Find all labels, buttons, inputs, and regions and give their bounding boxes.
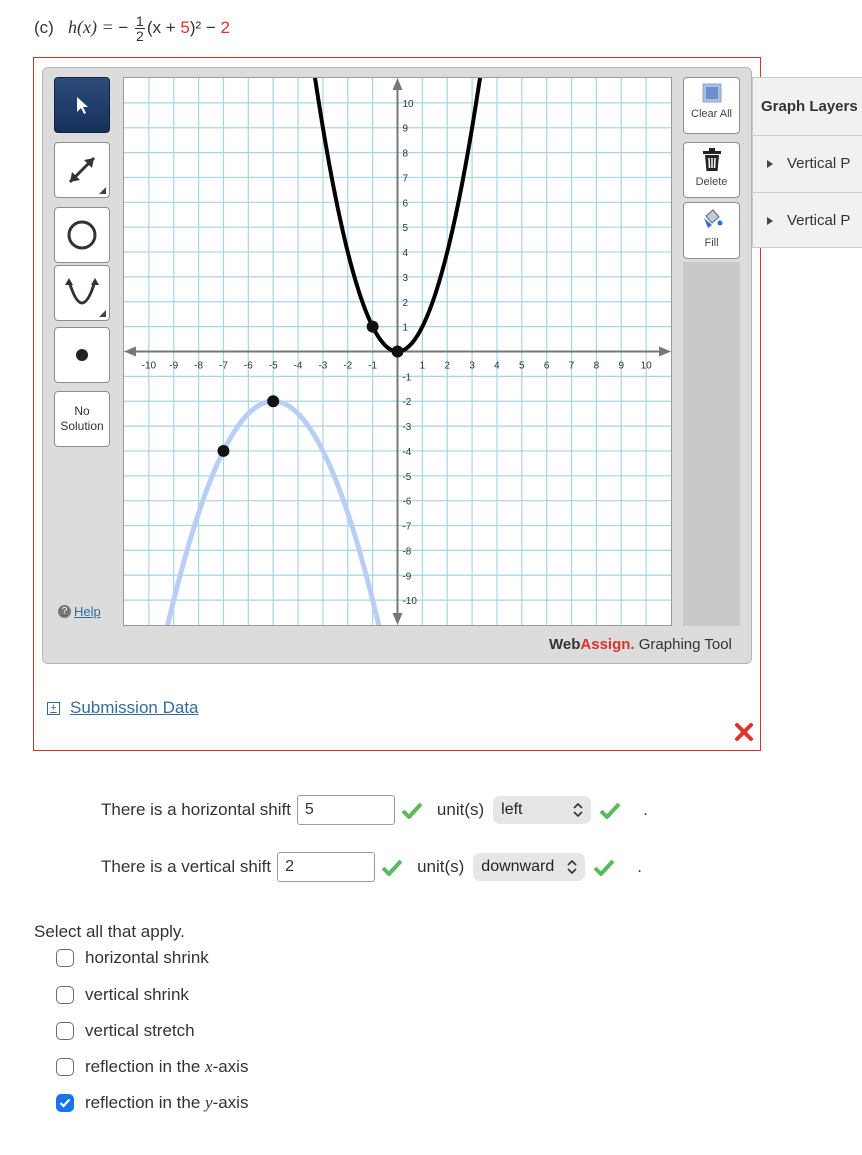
part-label: (c) [34,17,54,37]
x-tick-label: -10 [141,360,157,372]
select-arrows-icon [567,860,577,874]
curve-point [217,445,229,457]
checkmark-icon [59,1098,71,1108]
delete-label: Delete [695,176,728,188]
option-vertical-stretch[interactable] [56,1021,195,1041]
option-label: vertical shrink [85,985,189,1004]
vertical-shift-input[interactable]: 2 [277,852,375,882]
x-tick-label: -6 [243,360,253,372]
y-tick-label: -1 [402,372,412,384]
delete-button[interactable] [683,142,740,198]
option-label-var: y [205,1093,213,1112]
x-tick-label: -5 [268,360,278,372]
submission-data-link[interactable] [47,698,199,718]
curve-point [392,346,404,358]
option-label-post: -axis [212,1057,249,1076]
expand-plus-icon: + [47,702,60,715]
x-tick-label: 10 [640,360,652,372]
y-tick-label: 7 [402,173,409,185]
brand-web: Web [549,636,581,653]
y-tick-label: -10 [402,596,417,608]
y-tick-label: -4 [402,446,412,458]
checkbox[interactable] [56,949,74,967]
fraction [135,14,145,43]
x-tick-label: 8 [593,360,600,372]
clear-all-label: Clear All [691,108,732,120]
check-icon [381,858,403,876]
horizontal-shift-label: There is a horizontal shift [101,800,291,819]
option-reflection-y-axis[interactable] [56,1093,248,1113]
horizontal-direction-select[interactable] [493,796,591,824]
help-link[interactable] [58,604,101,619]
x-tick-label: -4 [293,360,303,372]
y-axis-arrow-up [393,78,403,90]
x-tick-label: -8 [194,360,204,372]
help-icon: ? [58,605,71,618]
brand-assign: Assign. [580,636,635,653]
period: . [643,800,648,819]
y-tick-label: 10 [402,98,414,110]
x-tick-label: -7 [219,360,228,372]
y-tick-label: 3 [402,272,409,284]
x-tick-label: 7 [568,360,575,372]
clear-all-button[interactable] [683,77,740,134]
webassign-brand [549,636,732,653]
no-solution-line-2: Solution [60,419,104,433]
minus-sign: − [118,17,129,37]
checkbox[interactable] [56,1022,74,1040]
no-solution-label [60,404,103,434]
period: . [637,857,643,876]
frac-denominator: 2 [136,28,144,44]
graph-layers-title: Graph Layers [753,78,862,136]
graph-canvas[interactable] [123,77,672,626]
x-tick-label: -2 [343,360,353,372]
parabola-tool-button[interactable] [54,265,110,321]
pointer-icon [72,94,92,116]
expand-triangle-icon [767,160,773,168]
option-label: horizontal shrink [85,948,209,967]
point-icon [75,348,89,362]
line-arrow-icon [62,150,102,190]
x-tick-label: 5 [519,360,525,372]
y-tick-label: -6 [402,496,412,508]
clear-all-icon [702,83,722,103]
y-tick-label: -9 [402,571,412,583]
help-label: Help [74,604,101,619]
option-label-pre: reflection in the [85,1093,206,1112]
y-tick-label: -5 [402,471,412,483]
expr-mid: )² − [189,17,221,37]
y-tick-label: 6 [402,198,409,210]
option-label-pre: reflection in the [85,1057,206,1076]
circle-tool-button[interactable] [54,207,110,263]
checkbox[interactable] [56,1058,74,1076]
incorrect-x-icon [734,722,754,742]
x-tick-label: 6 [543,360,550,372]
checkbox[interactable] [56,986,74,1004]
y-tick-label: 4 [402,248,409,260]
trash-icon [701,148,723,172]
option-reflection-x-axis[interactable] [56,1057,248,1077]
parabola-icon [62,273,102,313]
no-solution-line-1: No [74,404,90,418]
y-tick-label: 9 [402,123,409,135]
fill-button[interactable] [683,202,740,259]
vertical-shift-label: There is a vertical shift [101,857,272,876]
question-header [34,14,230,43]
horizontal-direction-value: left [501,801,523,818]
option-label [85,1093,248,1113]
x-tick-label: -1 [368,360,378,372]
vertical-direction-value: downward [481,858,555,875]
layer-item[interactable] [753,136,862,193]
x-tick-label: -9 [169,360,179,372]
curve-points [217,321,403,457]
x-tick-label: 9 [618,360,625,372]
x-tick-label: 4 [494,360,500,372]
horizontal-unit-label: unit(s) [436,800,485,819]
pointer-tool-button[interactable] [54,77,110,133]
x-tick-label: 3 [469,360,475,372]
select-arrows-icon [573,803,583,817]
function-name: h(x) = [68,16,114,37]
right-toolbar-area [683,262,740,626]
vertical-direction-select[interactable] [473,853,585,881]
y-tick-label: 2 [402,297,409,309]
vertical-unit-label: unit(s) [417,857,465,876]
expr-pre: (x + [146,17,181,37]
y-tick-label: -7 [402,521,412,533]
x-axis-arrow-right [659,347,671,357]
circle-icon [64,217,100,253]
graph-layers-panel [752,77,862,248]
option-label [85,1057,248,1077]
y-tick-label: 1 [402,322,409,334]
check-icon [401,801,423,819]
layer-item-label: Vertical P [787,155,851,172]
option-vertical-shrink[interactable] [56,985,189,1005]
x-tick-label: 1 [419,360,426,372]
submission-data-label: Submission Data [70,698,199,717]
y-axis-arrow-down [393,613,403,625]
no-solution-button[interactable] [54,391,110,447]
option-label-var: x [205,1057,213,1076]
x-tick-label: 2 [444,360,451,372]
curve-point [367,321,379,333]
expand-triangle-icon [767,217,773,225]
x-axis-arrow-left [124,347,136,357]
y-tick-label: -2 [402,397,412,409]
y-tick-label: -3 [402,422,412,434]
curve-point [267,395,279,407]
y-tick-label: -8 [402,546,412,558]
paint-bucket-icon [700,208,724,230]
check-icon [593,858,615,876]
option-horizontal-shrink[interactable] [56,948,209,968]
vertical-shift-value: 2 [220,17,231,37]
checkbox-checked[interactable] [56,1094,74,1112]
fill-label: Fill [704,237,719,249]
horizontal-shift-value: 5 [180,17,190,37]
horizontal-shift-row [101,795,648,825]
point-tool-button[interactable] [54,327,110,383]
y-tick-label: 8 [402,148,409,160]
layer-item-label: Vertical P [787,212,851,229]
y-tick-label: 5 [402,223,409,235]
option-label: vertical stretch [85,1021,195,1040]
brand-tool: Graphing Tool [634,636,732,653]
vertical-shift-row [101,852,642,882]
frac-numerator: 1 [136,13,144,29]
check-icon [599,801,621,819]
option-label-post: -axis [212,1093,249,1112]
select-all-instruction: Select all that apply. [34,922,185,941]
x-tick-label: -3 [318,360,328,372]
horizontal-shift-input[interactable]: 5 [297,795,395,825]
layer-item[interactable] [753,193,862,248]
line-tool-button[interactable] [54,142,110,198]
